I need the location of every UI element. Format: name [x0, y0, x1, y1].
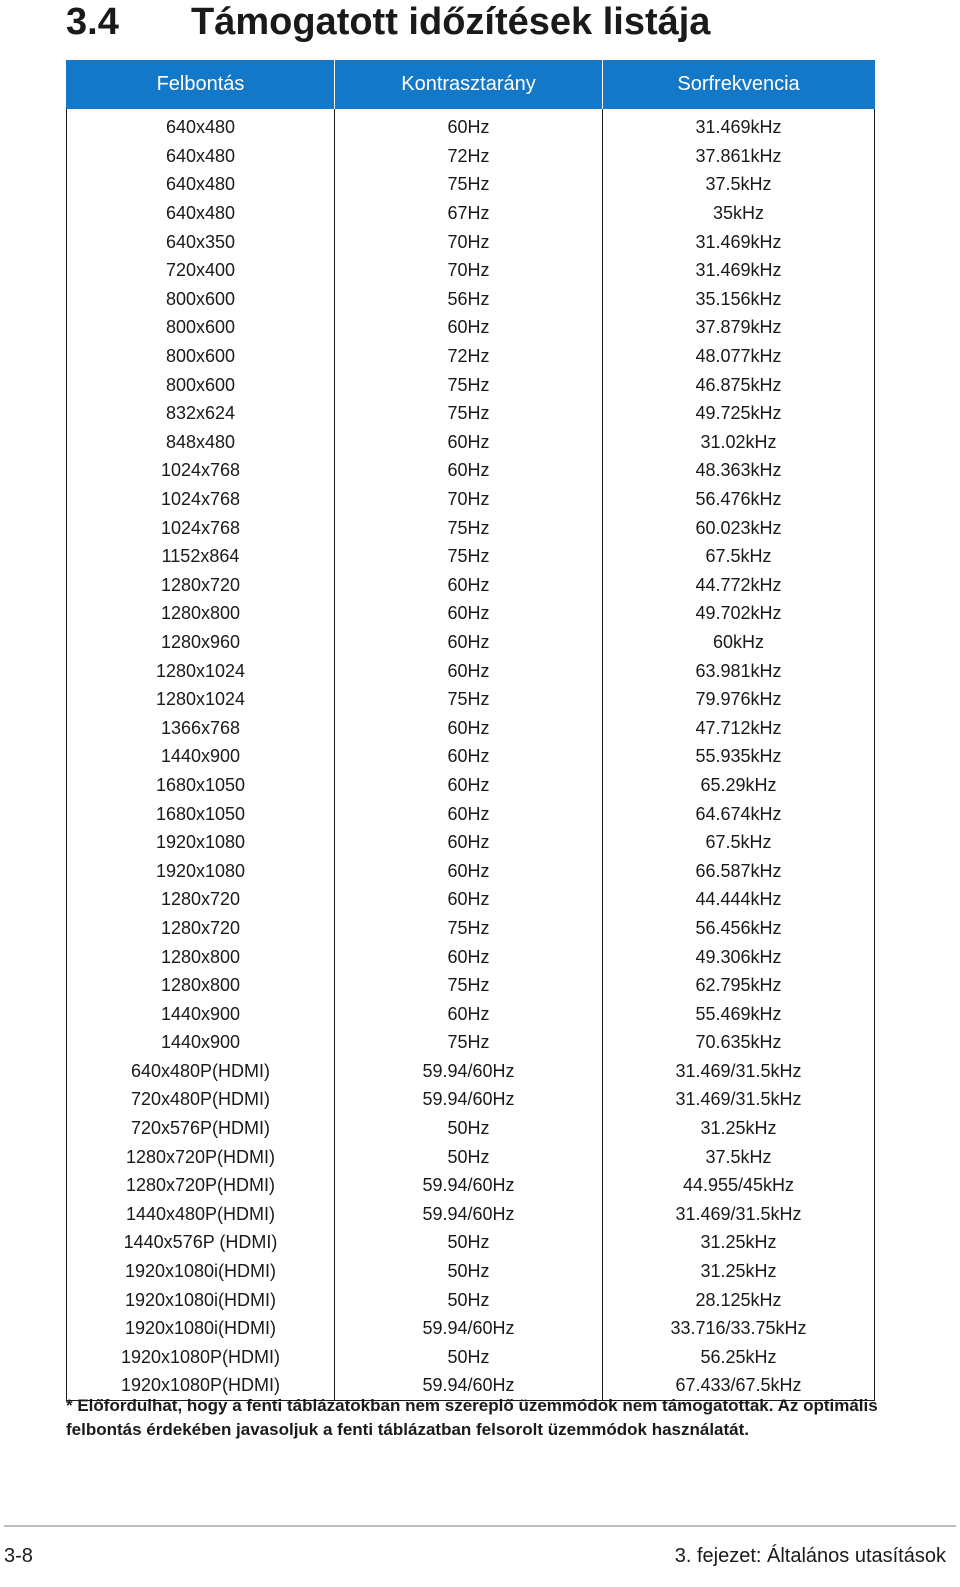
- cell-refresh-rate: 60Hz: [335, 713, 603, 742]
- table-row: [67, 370, 875, 399]
- cell-horizontal-frequency: 31.469/31.5kHz: [603, 1085, 875, 1114]
- table-row: [67, 771, 875, 800]
- cell-refresh-rate: 60Hz: [335, 828, 603, 857]
- cell-horizontal-frequency: 49.725kHz: [603, 399, 875, 428]
- cell-refresh-rate: 60Hz: [335, 856, 603, 885]
- cell-horizontal-frequency: 56.456kHz: [603, 914, 875, 943]
- cell-refresh-rate: 59.94/60Hz: [335, 1371, 603, 1400]
- cell-refresh-rate: 70Hz: [335, 227, 603, 256]
- cell-resolution: 1440x900: [67, 1028, 335, 1057]
- cell-horizontal-frequency: 49.306kHz: [603, 942, 875, 971]
- table-row: [67, 856, 875, 885]
- table-row: [67, 885, 875, 914]
- table-row: [67, 542, 875, 571]
- cell-resolution: 1440x900: [67, 742, 335, 771]
- cell-horizontal-frequency: 63.981kHz: [603, 656, 875, 685]
- table-row: [67, 456, 875, 485]
- table-row: [67, 971, 875, 1000]
- cell-resolution: 1024x768: [67, 485, 335, 514]
- cell-resolution: 1152x864: [67, 542, 335, 571]
- cell-horizontal-frequency: 67.5kHz: [603, 828, 875, 857]
- cell-refresh-rate: 60Hz: [335, 942, 603, 971]
- cell-resolution: 720x576P(HDMI): [67, 1114, 335, 1143]
- cell-horizontal-frequency: 55.469kHz: [603, 999, 875, 1028]
- cell-refresh-rate: 60Hz: [335, 771, 603, 800]
- table-row: [67, 828, 875, 857]
- cell-horizontal-frequency: 35kHz: [603, 199, 875, 228]
- cell-refresh-rate: 59.94/60Hz: [335, 1057, 603, 1086]
- table-row: [67, 428, 875, 457]
- table-row: [67, 1142, 875, 1171]
- cell-resolution: 640x350: [67, 227, 335, 256]
- cell-resolution: 1920x1080P(HDMI): [67, 1343, 335, 1372]
- cell-horizontal-frequency: 31.469kHz: [603, 227, 875, 256]
- table-row: [67, 1257, 875, 1286]
- cell-resolution: 1280x1024: [67, 656, 335, 685]
- page-number: 3-8: [4, 1545, 33, 1567]
- cell-horizontal-frequency: 37.5kHz: [603, 1142, 875, 1171]
- section-heading: [66, 0, 710, 44]
- cell-horizontal-frequency: 31.25kHz: [603, 1257, 875, 1286]
- header-row: [67, 60, 875, 109]
- cell-refresh-rate: 60Hz: [335, 456, 603, 485]
- cell-resolution: 1920x1080i(HDMI): [67, 1314, 335, 1343]
- cell-horizontal-frequency: 28.125kHz: [603, 1285, 875, 1314]
- cell-horizontal-frequency: 49.702kHz: [603, 599, 875, 628]
- table-row: [67, 1285, 875, 1314]
- cell-horizontal-frequency: 60kHz: [603, 628, 875, 657]
- cell-refresh-rate: 70Hz: [335, 256, 603, 285]
- timings-table-header: [67, 60, 875, 109]
- cell-resolution: 1024x768: [67, 456, 335, 485]
- cell-refresh-rate: 60Hz: [335, 628, 603, 657]
- table-row: [67, 256, 875, 285]
- cell-refresh-rate: 59.94/60Hz: [335, 1085, 603, 1114]
- cell-resolution: 640x480P(HDMI): [67, 1057, 335, 1086]
- cell-horizontal-frequency: 37.5kHz: [603, 170, 875, 199]
- cell-horizontal-frequency: 65.29kHz: [603, 771, 875, 800]
- cell-refresh-rate: 75Hz: [335, 399, 603, 428]
- table-row: [67, 227, 875, 256]
- cell-resolution: 1440x480P(HDMI): [67, 1200, 335, 1229]
- cell-resolution: 1280x720: [67, 885, 335, 914]
- cell-resolution: 1920x1080i(HDMI): [67, 1285, 335, 1314]
- cell-horizontal-frequency: 31.25kHz: [603, 1228, 875, 1257]
- cell-horizontal-frequency: 60.023kHz: [603, 513, 875, 542]
- footer-divider: [4, 1525, 956, 1527]
- cell-resolution: 1280x720: [67, 914, 335, 943]
- header-horizontal-frequency: Sorfrekvencia: [603, 60, 875, 109]
- cell-resolution: 1024x768: [67, 513, 335, 542]
- table-row: [67, 1314, 875, 1343]
- cell-horizontal-frequency: 48.363kHz: [603, 456, 875, 485]
- cell-resolution: 832x624: [67, 399, 335, 428]
- table-row: [67, 914, 875, 943]
- footnote: * Előfordulhat, hogy a fenti táblázatokban nem szereplő üzemmódok nem támogatottak. Az optimális felbontás érdekében javasoljuk a fenti táblázatban felsorolt üzemmódok használatát.: [66, 1396, 878, 1439]
- cell-resolution: 1680x1050: [67, 771, 335, 800]
- cell-horizontal-frequency: 67.433/67.5kHz: [603, 1371, 875, 1400]
- cell-refresh-rate: 50Hz: [335, 1257, 603, 1286]
- cell-resolution: 848x480: [67, 428, 335, 457]
- cell-resolution: 1280x720P(HDMI): [67, 1142, 335, 1171]
- cell-horizontal-frequency: 31.02kHz: [603, 428, 875, 457]
- table-row: [67, 713, 875, 742]
- cell-refresh-rate: 75Hz: [335, 370, 603, 399]
- cell-refresh-rate: 50Hz: [335, 1142, 603, 1171]
- chapter-title: 3. fejezet: Általános utasítások: [674, 1545, 946, 1567]
- cell-horizontal-frequency: 37.879kHz: [603, 313, 875, 342]
- table-row: [67, 170, 875, 199]
- cell-refresh-rate: 50Hz: [335, 1228, 603, 1257]
- cell-resolution: 640x480: [67, 109, 335, 142]
- table-row: [67, 742, 875, 771]
- table-row: [67, 1114, 875, 1143]
- cell-horizontal-frequency: 55.935kHz: [603, 742, 875, 771]
- cell-horizontal-frequency: 48.077kHz: [603, 342, 875, 371]
- cell-refresh-rate: 72Hz: [335, 342, 603, 371]
- cell-resolution: 1920x1080P(HDMI): [67, 1371, 335, 1400]
- table-row: [67, 628, 875, 657]
- cell-horizontal-frequency: 47.712kHz: [603, 713, 875, 742]
- table-row: [67, 342, 875, 371]
- timings-table-body: [67, 109, 875, 1400]
- cell-resolution: 640x480: [67, 199, 335, 228]
- cell-refresh-rate: 60Hz: [335, 109, 603, 142]
- section-title: Támogatott időzítések listája: [191, 1, 711, 43]
- cell-horizontal-frequency: 44.444kHz: [603, 885, 875, 914]
- cell-refresh-rate: 75Hz: [335, 542, 603, 571]
- cell-resolution: 800x600: [67, 370, 335, 399]
- cell-resolution: 640x480: [67, 170, 335, 199]
- table-row: [67, 685, 875, 714]
- cell-refresh-rate: 59.94/60Hz: [335, 1200, 603, 1229]
- table-row: [67, 656, 875, 685]
- cell-refresh-rate: 75Hz: [335, 685, 603, 714]
- cell-refresh-rate: 50Hz: [335, 1114, 603, 1143]
- table-row: [67, 599, 875, 628]
- cell-refresh-rate: 60Hz: [335, 571, 603, 600]
- table-row: [67, 1085, 875, 1114]
- header-refresh-rate: Kontrasztarány: [335, 60, 603, 109]
- table-row: [67, 799, 875, 828]
- table-row: [67, 1228, 875, 1257]
- cell-resolution: 800x600: [67, 285, 335, 314]
- cell-horizontal-frequency: 66.587kHz: [603, 856, 875, 885]
- section-number: 3.4: [66, 1, 119, 43]
- cell-refresh-rate: 50Hz: [335, 1343, 603, 1372]
- cell-refresh-rate: 67Hz: [335, 199, 603, 228]
- cell-horizontal-frequency: 64.674kHz: [603, 799, 875, 828]
- cell-refresh-rate: 75Hz: [335, 914, 603, 943]
- cell-horizontal-frequency: 31.469kHz: [603, 256, 875, 285]
- cell-horizontal-frequency: 37.861kHz: [603, 142, 875, 171]
- cell-horizontal-frequency: 31.469/31.5kHz: [603, 1200, 875, 1229]
- cell-resolution: 1280x960: [67, 628, 335, 657]
- table-row: [67, 1171, 875, 1200]
- cell-resolution: 720x400: [67, 256, 335, 285]
- table-row: [67, 1200, 875, 1229]
- table-row: [67, 999, 875, 1028]
- table-row: [67, 1343, 875, 1372]
- cell-resolution: 1280x1024: [67, 685, 335, 714]
- header-resolution: Felbontás: [67, 60, 335, 109]
- cell-horizontal-frequency: 31.469/31.5kHz: [603, 1057, 875, 1086]
- table-row: [67, 942, 875, 971]
- cell-resolution: 800x600: [67, 342, 335, 371]
- cell-horizontal-frequency: 46.875kHz: [603, 370, 875, 399]
- cell-refresh-rate: 60Hz: [335, 799, 603, 828]
- table-row: [67, 313, 875, 342]
- table-row: [67, 1028, 875, 1057]
- cell-refresh-rate: 59.94/60Hz: [335, 1314, 603, 1343]
- table-row: [67, 109, 875, 142]
- cell-resolution: 1680x1050: [67, 799, 335, 828]
- cell-refresh-rate: 60Hz: [335, 656, 603, 685]
- cell-resolution: 1920x1080: [67, 828, 335, 857]
- cell-refresh-rate: 50Hz: [335, 1285, 603, 1314]
- cell-refresh-rate: 60Hz: [335, 313, 603, 342]
- cell-refresh-rate: 75Hz: [335, 971, 603, 1000]
- cell-horizontal-frequency: 31.25kHz: [603, 1114, 875, 1143]
- cell-horizontal-frequency: 62.795kHz: [603, 971, 875, 1000]
- cell-refresh-rate: 72Hz: [335, 142, 603, 171]
- cell-horizontal-frequency: 79.976kHz: [603, 685, 875, 714]
- cell-resolution: 1440x576P (HDMI): [67, 1228, 335, 1257]
- cell-horizontal-frequency: 56.25kHz: [603, 1343, 875, 1372]
- cell-refresh-rate: 59.94/60Hz: [335, 1171, 603, 1200]
- table-row: [67, 285, 875, 314]
- cell-resolution: 1280x720P(HDMI): [67, 1171, 335, 1200]
- cell-horizontal-frequency: 33.716/33.75kHz: [603, 1314, 875, 1343]
- cell-refresh-rate: 60Hz: [335, 599, 603, 628]
- cell-resolution: 1280x800: [67, 942, 335, 971]
- cell-resolution: 1280x720: [67, 571, 335, 600]
- cell-refresh-rate: 60Hz: [335, 885, 603, 914]
- cell-horizontal-frequency: 31.469kHz: [603, 109, 875, 142]
- cell-horizontal-frequency: 44.955/45kHz: [603, 1171, 875, 1200]
- table-row: [67, 485, 875, 514]
- cell-refresh-rate: 75Hz: [335, 513, 603, 542]
- cell-horizontal-frequency: 67.5kHz: [603, 542, 875, 571]
- cell-resolution: 1366x768: [67, 713, 335, 742]
- timings-table: [66, 60, 875, 1401]
- cell-resolution: 1280x800: [67, 971, 335, 1000]
- cell-refresh-rate: 56Hz: [335, 285, 603, 314]
- cell-resolution: 1920x1080: [67, 856, 335, 885]
- table-row: [67, 142, 875, 171]
- cell-refresh-rate: 60Hz: [335, 428, 603, 457]
- table-row: [67, 199, 875, 228]
- cell-resolution: 640x480: [67, 142, 335, 171]
- cell-refresh-rate: 60Hz: [335, 742, 603, 771]
- cell-resolution: 800x600: [67, 313, 335, 342]
- table-row: [67, 399, 875, 428]
- cell-horizontal-frequency: 35.156kHz: [603, 285, 875, 314]
- cell-horizontal-frequency: 70.635kHz: [603, 1028, 875, 1057]
- cell-refresh-rate: 70Hz: [335, 485, 603, 514]
- cell-horizontal-frequency: 56.476kHz: [603, 485, 875, 514]
- cell-resolution: 1920x1080i(HDMI): [67, 1257, 335, 1286]
- table-row: [67, 1057, 875, 1086]
- cell-refresh-rate: 75Hz: [335, 170, 603, 199]
- table-row: [67, 571, 875, 600]
- cell-horizontal-frequency: 44.772kHz: [603, 571, 875, 600]
- cell-refresh-rate: 75Hz: [335, 1028, 603, 1057]
- cell-resolution: 720x480P(HDMI): [67, 1085, 335, 1114]
- table-row: [67, 513, 875, 542]
- cell-refresh-rate: 60Hz: [335, 999, 603, 1028]
- cell-resolution: 1280x800: [67, 599, 335, 628]
- cell-resolution: 1440x900: [67, 999, 335, 1028]
